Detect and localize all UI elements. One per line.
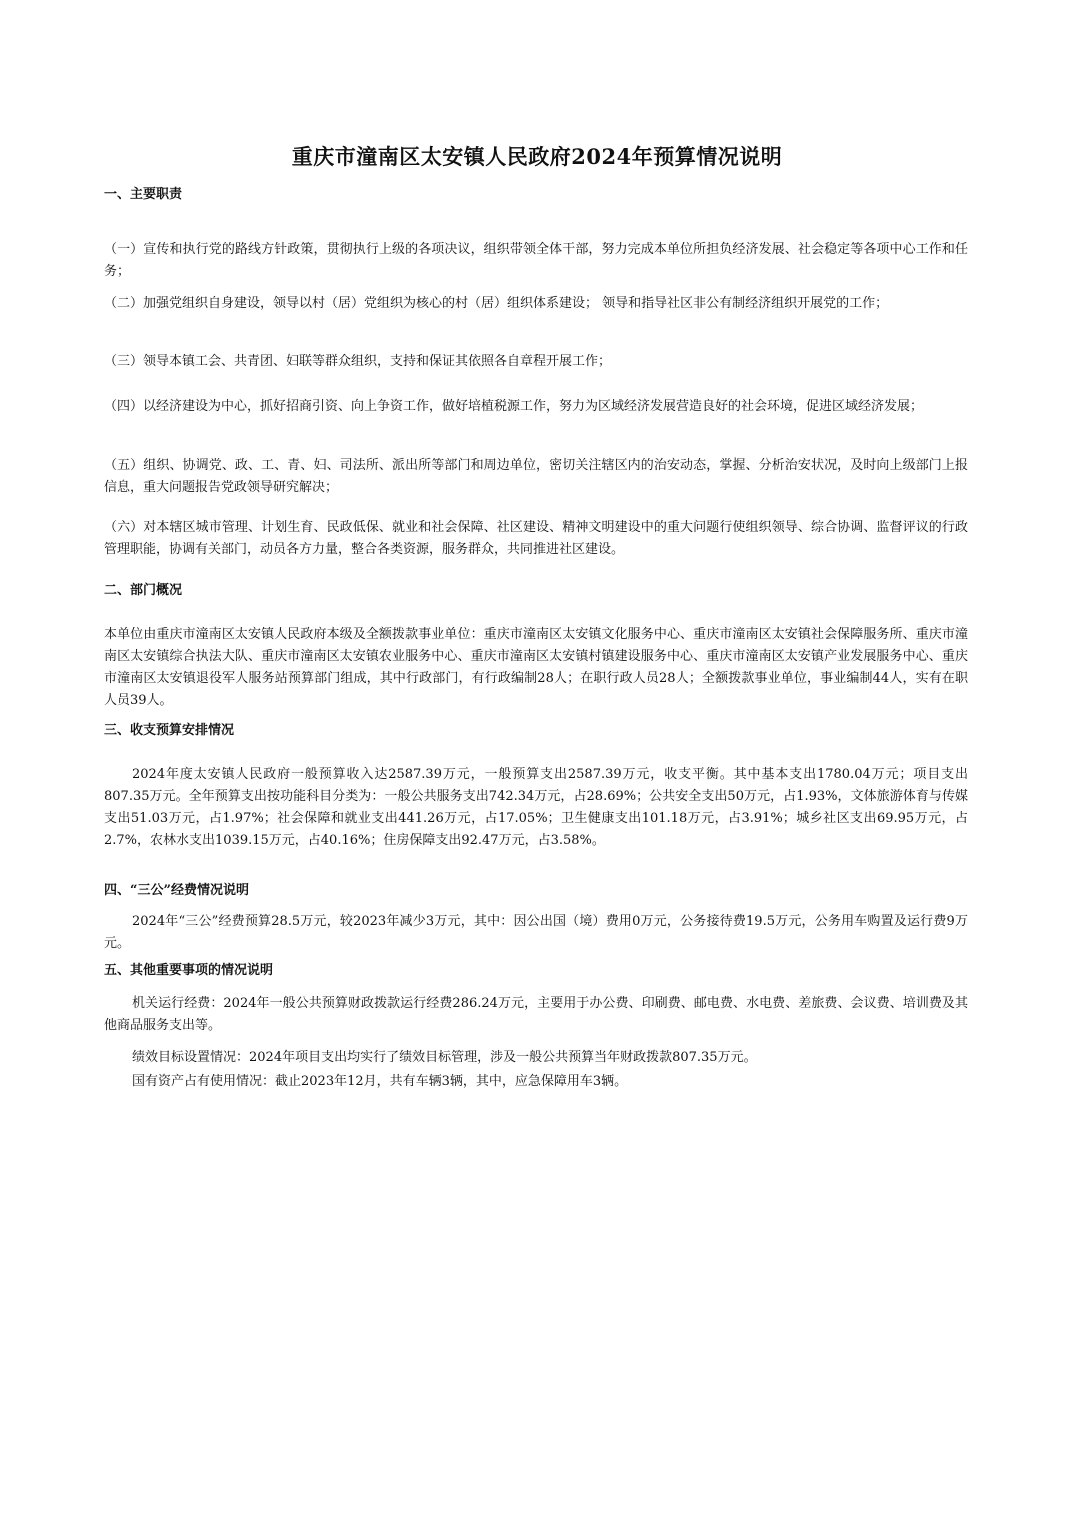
duties-paragraph-3: （三）领导本镇工会、共青团、妇联等群众组织，支持和保证其依照各自章程开展工作； xyxy=(104,354,612,369)
section-heading-overview: 二、部门概况 xyxy=(104,583,183,598)
duties-paragraph-6: （六）对本辖区城市管理、计划生育、民政低保、就业和社会保障、社区建设、精神文明建设中的重大问题行使组织领导、综合协调、监督评议的行政管理职能，协调有关部门，动员各方力量，整合各类资源，服务群众，共同推进社区建设。 xyxy=(104,520,968,557)
other-paragraph-performance: 绩效目标设置情况：2024年项目支出均实行了绩效目标管理，涉及一般公共预算当年财政拨款807.35万元。 xyxy=(132,1050,757,1065)
three-public-paragraph: 2024年“三公”经费预算28.5万元，较2023年减少3万元，其中：因公出国（境）费用0万元，公务接待费19.5万元，公务用车购置及运行费9万元。 xyxy=(104,914,968,951)
duties-paragraph-2: （二）加强党组织自身建设，领导以村（居）党组织为核心的村（居）组织体系建设； 领导和指导社区非公有制经济组织开展党的工作； xyxy=(104,296,889,311)
other-paragraph-assets: 国有资产占有使用情况：截止2023年12月，共有车辆3辆，其中，应急保障用车3辆。 xyxy=(132,1074,628,1089)
other-paragraph-operating-funds: 机关运行经费：2024年一般公共预算财政拨款运行经费286.24万元，主要用于办公费、印刷费、邮电费、水电费、差旅费、会议费、培训费及其他商品服务支出等。 xyxy=(104,996,968,1033)
section-heading-duties: 一、主要职责 xyxy=(104,187,183,202)
duties-paragraph-5: （五）组织、协调党、政、工、青、妇、司法所、派出所等部门和周边单位，密切关注辖区内的治安动态，掌握、分析治安状况，及时向上级部门上报信息，重大问题报告党政领导研究解决； xyxy=(104,458,968,495)
document-title: 重庆市潼南区太安镇人民政府2024年预算情况说明 xyxy=(291,144,783,169)
section-heading-other: 五、其他重要事项的情况说明 xyxy=(104,963,274,978)
section-heading-three-public: 四、“三公”经费情况说明 xyxy=(104,883,249,898)
overview-paragraph: 本单位由重庆市潼南区太安镇人民政府本级及全额拨款事业单位：重庆市潼南区太安镇文化服务中心、重庆市潼南区太安镇社会保障服务所、重庆市潼南区太安镇综合执法大队、重庆市潼南区太安镇农业服务中心、重庆市潼南区太安镇村镇建设服务中心、重庆市潼南区太安镇产业发展服务中心、重庆市潼南区太安镇退役军人服务站预算部门组成，其中行政部门，有行政编制28人；在职行政人员28人；全额拨款事业单位，事业编制44人，实有在职人员39人。 xyxy=(104,627,968,708)
duties-paragraph-4: （四）以经济建设为中心，抓好招商引资、向上争资工作，做好培植税源工作，努力为区域经济发展营造良好的社会环境，促进区域经济发展； xyxy=(104,399,924,414)
section-heading-budget: 三、收支预算安排情况 xyxy=(104,723,235,738)
budget-paragraph: 2024年度太安镇人民政府一般预算收入达2587.39万元，一般预算支出2587.39万元，收支平衡。其中基本支出1780.04万元；项目支出807.35万元。全年预算支出按功能科目分类为：一般公共服务支出742.34万元，占28.69%；公共安全支出50万元，占1.93%，文体旅游体育与传媒支出51.03万元，占1.97%；社会保障和就业支出441.26万元，占17.05%；卫生健康支出101.18万元，占3.91%；城乡社区支出69.95万元，占2.7%，农林水支出1039.15万元，占40.16%；住房保障支出92.47万元，占3.58%。 xyxy=(104,767,968,848)
duties-paragraph-1: （一）宣传和执行党的路线方针政策，贯彻执行上级的各项决议，组织带领全体干部，努力完成本单位所担负经济发展、社会稳定等各项中心工作和任务； xyxy=(104,242,968,279)
